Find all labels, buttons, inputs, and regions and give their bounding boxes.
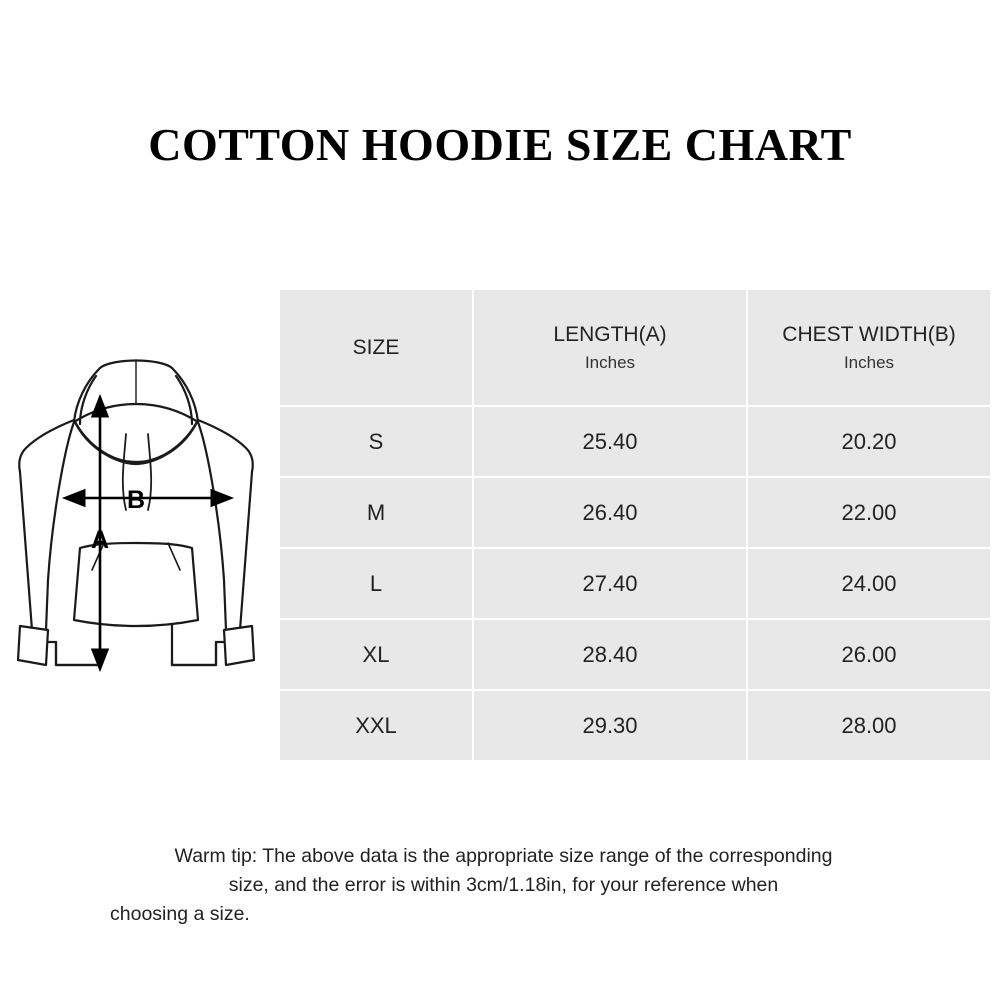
cell-size: XXL [279, 690, 473, 761]
cell-chest: 22.00 [747, 477, 991, 548]
table-row [279, 548, 991, 619]
cell-size: M [279, 477, 473, 548]
warm-tip [86, 842, 921, 929]
hoodie-illustration [8, 330, 278, 705]
header-cell-length [473, 289, 747, 406]
size-chart-table [278, 288, 992, 762]
cell-size: S [279, 406, 473, 477]
table-row [279, 477, 991, 548]
cell-length: 28.40 [473, 619, 747, 690]
measurement-label-a: A [90, 526, 110, 554]
warm-tip-line-1: Warm tip: The above data is the appropriate size range of the corresponding [174, 845, 833, 867]
cell-size: XL [279, 619, 473, 690]
cell-chest: 28.00 [747, 690, 991, 761]
cell-length: 29.30 [473, 690, 747, 761]
cell-chest: 26.00 [747, 619, 991, 690]
cell-length: 26.40 [473, 477, 747, 548]
header-cell-chest [747, 289, 991, 406]
table-header-row [279, 289, 991, 406]
header-unit-chest: Inches [843, 352, 895, 372]
warm-tip-line-3: choosing a size. [110, 903, 250, 925]
table-row [279, 406, 991, 477]
cell-length: 27.40 [473, 548, 747, 619]
header-label-chest: CHEST WIDTH(B) [782, 322, 956, 346]
table-row [279, 619, 991, 690]
header-label-length: LENGTH(A) [553, 322, 667, 346]
cell-size: L [279, 548, 473, 619]
measurement-label-b: B [126, 486, 146, 514]
warm-tip-line-2: size, and the error is within 3cm/1.18in, for your reference when [228, 874, 779, 896]
header-unit-length: Inches [584, 352, 636, 372]
table-row [279, 690, 991, 761]
header-label-size: SIZE [352, 335, 400, 359]
cell-chest: 24.00 [747, 548, 991, 619]
header-cell-size [279, 289, 473, 406]
cell-chest: 20.20 [747, 406, 991, 477]
cell-length: 25.40 [473, 406, 747, 477]
page-title: COTTON HOODIE SIZE CHART [148, 119, 852, 170]
